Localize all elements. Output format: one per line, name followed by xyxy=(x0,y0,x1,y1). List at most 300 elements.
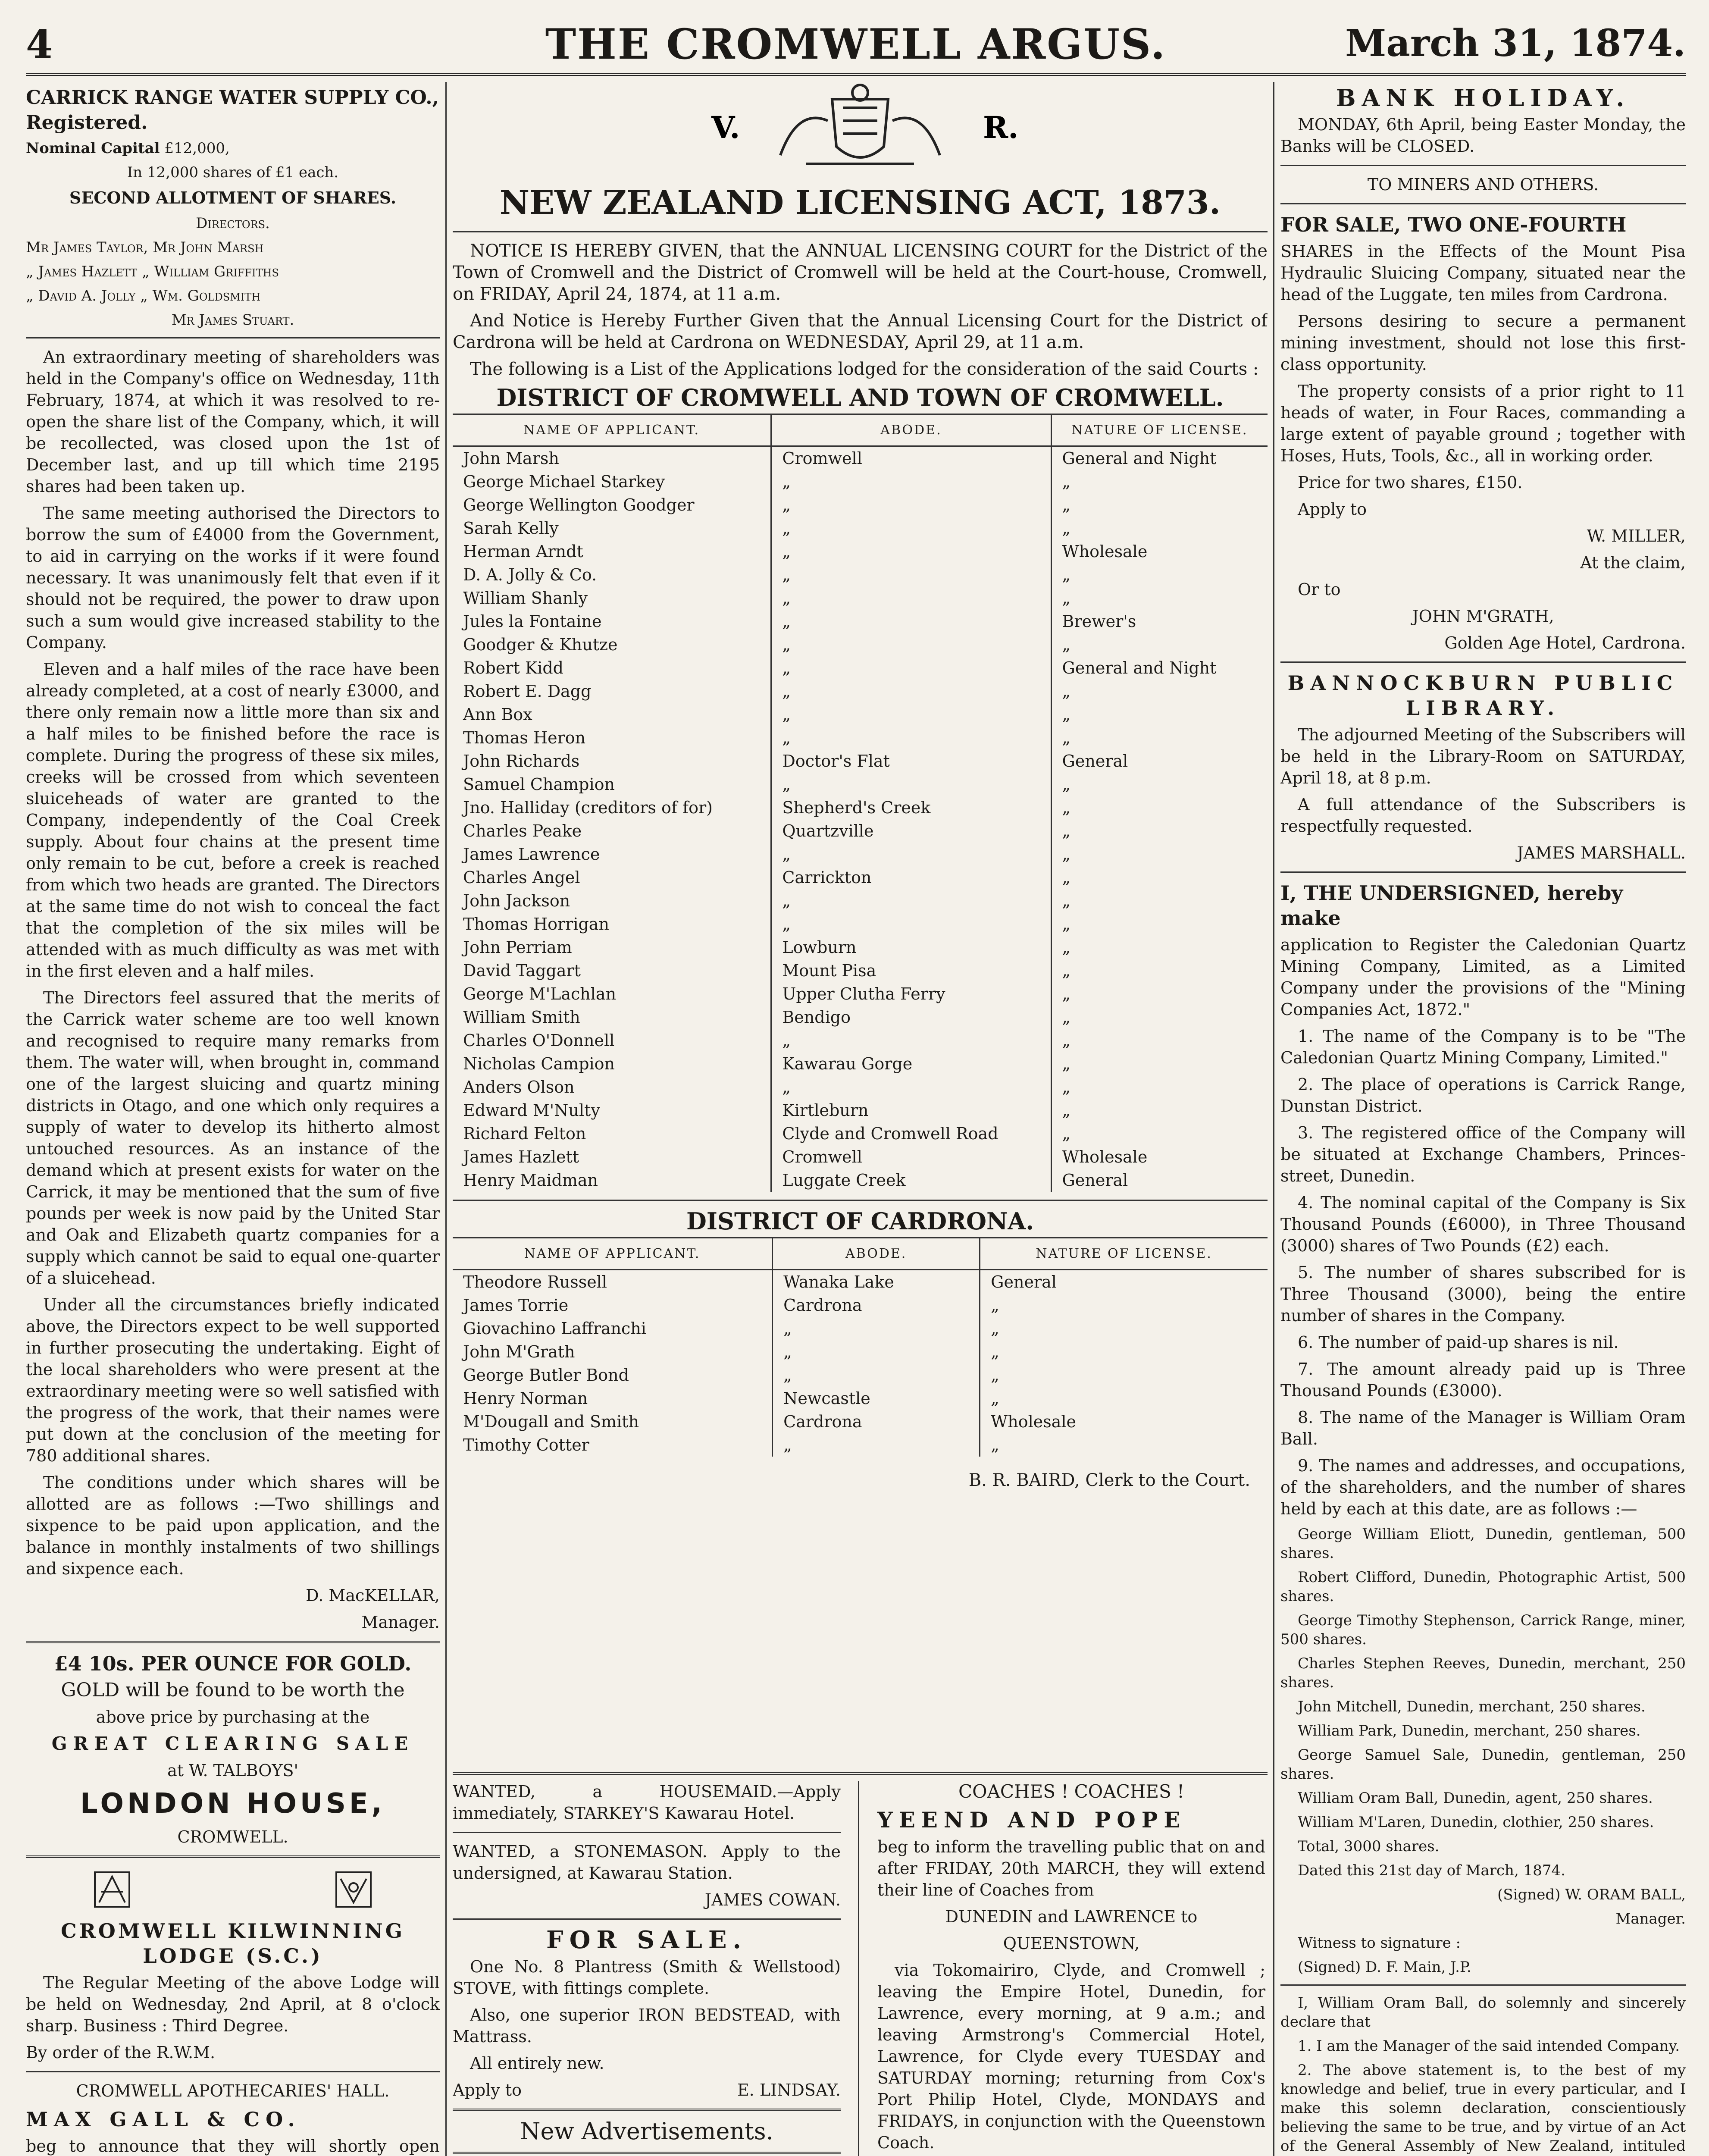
applicant-abode: „ xyxy=(771,493,1051,517)
applicant-name: George Wellington Goodger xyxy=(463,495,695,514)
divider xyxy=(453,1918,841,1920)
applicant-abode: Carrickton xyxy=(771,866,1051,889)
bank-heading: BANK HOLIDAY. xyxy=(1336,84,1631,112)
applicant-name: Robert E. Dagg xyxy=(463,682,592,701)
applicant-abode: „ xyxy=(771,726,1051,749)
table-row xyxy=(453,1169,1268,1192)
carrick-signature: D. MacKELLAR, xyxy=(306,1586,440,1605)
license-type: „ xyxy=(1051,470,1268,493)
applicant-name: James Lawrence xyxy=(463,845,600,864)
shares-line: In 12,000 shares of £1 each. xyxy=(127,164,339,181)
applicant-name: George Michael Starkey xyxy=(463,472,665,491)
applicant-abode: „ xyxy=(773,1363,980,1387)
gold-at: at W. TALBOYS' xyxy=(167,1761,298,1780)
applicant-abode: „ xyxy=(771,633,1051,656)
license-table-cromwell xyxy=(453,414,1268,1192)
applicant-name: David Taggart xyxy=(463,961,581,980)
applicant-name: Henry Maidman xyxy=(463,1171,598,1190)
applicant-abode: Bendigo xyxy=(771,1006,1051,1029)
column-rule xyxy=(1273,82,1274,2156)
license-type: „ xyxy=(1051,1006,1268,1029)
caledonian-signed: (Signed) D. F. Main, J.P. xyxy=(1298,1959,1471,1976)
table-row xyxy=(453,517,1268,540)
page-number: 4 xyxy=(26,22,53,67)
divider xyxy=(26,1641,440,1643)
miners-lead: FOR SALE, TWO ONE-FOURTH xyxy=(1280,213,1627,236)
caledonian-lead: I, THE UNDERSIGNED, hereby make xyxy=(1280,881,1623,930)
lodge-order: By order of the R.W.M. xyxy=(26,2043,216,2062)
applicant-name: Giovachino Laffranchi xyxy=(463,1319,646,1338)
director-line: Mr James Taylor, Mr John Marsh xyxy=(26,239,264,256)
allotment-heading: SECOND ALLOTMENT OF SHARES. xyxy=(69,188,397,207)
table-row xyxy=(453,1052,1268,1075)
caledonian-item: 2. The place of operations is Carrick Range, Dunstan District. xyxy=(1280,1075,1686,1116)
miners-signature: JOHN M'GRATH, xyxy=(1412,607,1554,626)
table-row xyxy=(453,889,1268,912)
table-row xyxy=(453,1317,1268,1340)
caledonian-item: 5. The number of shares subscribed for is Three Thousand (3000), being the entire number of shares in the Company. xyxy=(1280,1263,1686,1325)
miners-ad xyxy=(1280,174,1686,654)
applicant-name: Timothy Cotter xyxy=(463,1435,589,1454)
license-type: General xyxy=(1051,1169,1268,1192)
apothecaries-text: beg to announce that they will shortly open xyxy=(26,2137,440,2156)
apothecaries-lead: MAX GALL & CO. xyxy=(26,2108,301,2131)
license-type: General and Night xyxy=(1051,656,1268,680)
licensing-notice xyxy=(453,82,1268,1775)
applicant-name: George M'Lachlan xyxy=(463,984,617,1003)
license-type: „ xyxy=(1051,563,1268,586)
applicant-name: William Smith xyxy=(463,1008,580,1027)
masthead xyxy=(26,17,1686,76)
crest-left-letter: V. xyxy=(711,110,740,145)
shareholder-line: Robert Clifford, Dunedin, Photographic Artist, 500 shares. xyxy=(1280,1569,1686,1605)
license-type: Wholesale xyxy=(980,1410,1268,1433)
applicant-abode: „ xyxy=(771,843,1051,866)
shareholder-line: William Oram Ball, Dunedin, agent, 250 shares. xyxy=(1298,1789,1653,1807)
gold-line: GOLD will be found to be worth the xyxy=(61,1679,405,1701)
license-type: „ xyxy=(1051,1029,1268,1052)
applicant-abode: „ xyxy=(771,1029,1051,1052)
carrick-paragraph: Under all the circumstances briefly indicated above, the Directors expect to be well supported in further prosecuting the undertaking. Eight of the local shareholders who were present at the extraordinary meeting were so well satisfied with the progress of the work, that their names were put down at the conclusion of the meeting for 780 additional shares. xyxy=(26,1295,440,1465)
bank-ad xyxy=(1280,85,1686,157)
applicant-abode: Cromwell xyxy=(771,1145,1051,1169)
caledonian-item: 8. The name of the Manager is William Oram Ball. xyxy=(1280,1408,1686,1448)
applicant-name: Theodore Russell xyxy=(463,1272,607,1291)
caledonian-item: 7. The amount already paid up is Three Thousand Pounds (£3000). xyxy=(1280,1360,1686,1400)
license-type: „ xyxy=(1051,1099,1268,1122)
table-row xyxy=(453,1433,1268,1457)
carrick-paragraph: The same meeting authorised the Directors to borrow the sum of £4000 from the Government, to aid in carrying on the works if it were found necessary. It was unanimously felt that even if it should not be required, the power to draw upon such a sum would give increased stability to the Company. xyxy=(26,504,440,652)
coaches-text: beg to inform the travelling public that on and after FRIDAY, 20th MARCH, they will extend their line of Coaches from xyxy=(877,1837,1265,1899)
coaches-text: via Tokomairiro, Clyde, and Cromwell ; leaving the Empire Hotel, Dunedin, for Lawrence, every morning, at 9 a.m.; and leaving Armstrong's Commercial Hotel, Lawrence, for Clyde every TUESDAY and SATURDAY morning; returning from Cox's Port Philip Hotel, Clyde, MONDAYS and FRIDAYS, in conjunction with the Queenstown Coach. xyxy=(877,1961,1265,2152)
applicant-abode: Shepherd's Creek xyxy=(771,796,1051,819)
director-line: „ David A. Jolly „ Wm. Goldsmith xyxy=(26,287,261,304)
table-row xyxy=(453,773,1268,796)
table-row xyxy=(453,843,1268,866)
gold-ad xyxy=(26,1651,440,1848)
shareholder-line: William M'Laren, Dunedin, clothier, 250 shares. xyxy=(1298,1814,1654,1831)
applicant-name: Charles Peake xyxy=(463,821,582,840)
miners-or: Or to xyxy=(1298,580,1341,599)
applicant-name: George Butler Bond xyxy=(463,1366,629,1385)
applicant-abode: Luggate Creek xyxy=(771,1169,1051,1192)
masonic-emblems-icon xyxy=(26,1866,440,1913)
lodge-ad xyxy=(26,1866,440,2063)
license-type: „ xyxy=(1051,796,1268,819)
declaration-text: 2. The above statement is, to the best of my knowledge and belief, true in every particular, and I make this solemn declaration, conscientiously believing the same to be true, and by virtue of an Act of the General Assembly of New Zealand, intituled xyxy=(1280,2062,1686,2155)
applicant-name: Goodger & Khutze xyxy=(463,635,618,654)
license-type: „ xyxy=(1051,586,1268,610)
table-row xyxy=(453,633,1268,656)
coaches-heading: COACHES ! COACHES ! xyxy=(958,1781,1184,1802)
applicant-name: Robert Kidd xyxy=(463,658,564,677)
applicant-abode: Newcastle xyxy=(773,1387,980,1410)
license-type: „ xyxy=(1051,912,1268,936)
shareholder-line: John Mitchell, Dunedin, merchant, 250 shares. xyxy=(1298,1698,1646,1715)
applicant-abode: „ xyxy=(773,1340,980,1363)
apothecaries-heading: CROMWELL APOTHECARIES' HALL. xyxy=(76,2081,390,2100)
table-row xyxy=(453,819,1268,843)
col-name: NAME OF APPLICANT. xyxy=(453,414,771,446)
carrick-paragraph: The Directors feel assured that the merits of the Carrick water scheme are too well known and recognised to require many remarks from them. The water will, when brought in, command one of the largest sluicing and quartz mining districts in Otago, and one which only requires a supply of water to develop its hitherto almost untouched resources. As an instance of the demand which at present exists for water on the Carrick, it may be mentioned that the sum of five pounds per week is now paid by the United Star and Oak and Elizabeth quartz companies for a supply which cannot be said to equal one-quarter of a sluicehead. xyxy=(26,988,440,1288)
applicant-name: Nicholas Campion xyxy=(463,1054,615,1073)
applicant-abode: „ xyxy=(771,540,1051,563)
applicant-name: D. A. Jolly & Co. xyxy=(463,565,597,584)
capital-value: £12,000, xyxy=(164,140,230,157)
applicant-name: Jules la Fontaine xyxy=(463,612,602,631)
crest-right-letter: R. xyxy=(983,110,1019,145)
library-text: The adjourned Meeting of the Subscribers will be held in the Library-Room on SATURDAY, April 18, at 8 p.m. xyxy=(1280,725,1686,787)
divider xyxy=(453,2109,841,2111)
divider xyxy=(1280,661,1686,663)
license-type: Wholesale xyxy=(1051,540,1268,563)
forsale-signature: E. LINDSAY. xyxy=(737,2081,841,2100)
divider xyxy=(26,1855,440,1858)
license-type: „ xyxy=(980,1317,1268,1340)
forsale-text: All entirely new. xyxy=(470,2054,604,2073)
column-rule xyxy=(445,82,447,2156)
table-row xyxy=(453,680,1268,703)
london-house: LONDON HOUSE, xyxy=(80,1788,385,1820)
forsale-apply: Apply to xyxy=(453,2081,522,2100)
applicant-abode: „ xyxy=(771,656,1051,680)
carrick-heading: CARRICK RANGE WATER SUPPLY CO., Registered. xyxy=(26,87,439,134)
column-left xyxy=(26,82,440,2156)
forsale-text: One No. 8 Plantress (Smith & Wellstood) STOVE, with fittings complete. xyxy=(453,1957,841,1998)
apothecaries-ad xyxy=(26,2080,440,2156)
licensing-notice-text: NOTICE IS HEREBY GIVEN, that the ANNUAL LICENSING COURT for the District of the Town of Cromwell and the District of Cromwell will be held at the Court-house, Cromwell, on FRIDAY, April 24, 1874, at 11 a.m. xyxy=(453,241,1268,304)
applicant-name: John Richards xyxy=(463,752,580,771)
gold-sale: GREAT CLEARING SALE xyxy=(51,1733,414,1754)
applicant-abode: „ xyxy=(771,610,1051,633)
caledonian-item: 4. The nominal capital of the Company is Six Thousand Pounds (£6000), in Three Thousand (3000) shares of Two Pounds (£2) each. xyxy=(1280,1193,1686,1255)
license-type: „ xyxy=(1051,633,1268,656)
table-row xyxy=(453,1340,1268,1363)
applicant-name: John Perriam xyxy=(463,938,572,957)
caledonian-manager: Manager. xyxy=(1615,1910,1686,1927)
applicant-abode: „ xyxy=(771,912,1051,936)
library-text: A full attendance of the Subscribers is respectfully requested. xyxy=(1280,795,1686,836)
caledonian-total: Total, 3000 shares. xyxy=(1298,1838,1440,1855)
col-license: NATURE OF LICENSE. xyxy=(980,1238,1268,1270)
library-signature: JAMES MARSHALL. xyxy=(1517,843,1686,862)
applicant-name: Thomas Heron xyxy=(463,728,586,747)
license-type: „ xyxy=(1051,517,1268,540)
applicant-name: Thomas Horrigan xyxy=(463,915,609,934)
caledonian-ad xyxy=(1280,881,1686,2156)
applicant-abode: „ xyxy=(771,680,1051,703)
license-type: „ xyxy=(980,1294,1268,1317)
table-row xyxy=(453,1294,1268,1317)
applicant-abode: Kirtleburn xyxy=(771,1099,1051,1122)
clerk-signature: B. R. BAIRD, Clerk to the Court. xyxy=(968,1470,1250,1490)
applicant-name: James Hazlett xyxy=(463,1147,579,1166)
lodge-text: The Regular Meeting of the above Lodge will be held on Wednesday, 2nd April, at 8 o'clock sharp. Business : Third Degree. xyxy=(26,1973,440,2035)
license-type: „ xyxy=(980,1363,1268,1387)
miners-signature: W. MILLER, xyxy=(1587,526,1686,545)
new-advertisements-heading: New Advertisements. xyxy=(520,2118,773,2145)
table-row xyxy=(453,982,1268,1006)
middle-sub-right xyxy=(877,1781,1265,2156)
miners-heading: TO MINERS AND OTHERS. xyxy=(1367,175,1599,194)
applicant-name: M'Dougall and Smith xyxy=(463,1412,639,1431)
col-abode: ABODE. xyxy=(773,1238,980,1270)
license-type: „ xyxy=(980,1433,1268,1457)
shareholder-line: George Samuel Sale, Dunedin, gentleman, 250 shares. xyxy=(1280,1746,1686,1783)
license-type: „ xyxy=(1051,843,1268,866)
table-row xyxy=(453,1270,1268,1294)
applicant-name: Ann Box xyxy=(463,705,532,724)
divider xyxy=(1280,165,1686,166)
licensing-notice-text: And Notice is Hereby Further Given that the Annual Licensing Court for the District of Cardrona will be held at Cardrona on WEDNESDAY, April 29, at 11 a.m. xyxy=(453,311,1268,352)
applicant-abode: Lowburn xyxy=(771,936,1051,959)
gold-heading: £4 10s. PER OUNCE FOR GOLD. xyxy=(54,1652,412,1675)
applicant-name: Anders Olson xyxy=(463,1078,575,1097)
license-type: General xyxy=(980,1270,1268,1294)
applicant-name: William Shanly xyxy=(463,589,588,608)
col-name: NAME OF APPLICANT. xyxy=(453,1238,773,1270)
forsale-text: Also, one superior IRON BEDSTEAD, with Mattrass. xyxy=(453,2006,841,2046)
col-abode: ABODE. xyxy=(771,414,1051,446)
applicant-abode: Cardrona xyxy=(773,1410,980,1433)
caledonian-intro: application to Register the Caledonian Quartz Mining Company, Limited, as a Limited Company under the provisions of the "Mining Companies Act, 1872." xyxy=(1280,935,1686,1019)
applicant-abode: Clyde and Cromwell Road xyxy=(771,1122,1051,1145)
applicant-abode: „ xyxy=(771,563,1051,586)
coaches-route: QUEENSTOWN, xyxy=(1003,1934,1140,1953)
applicant-name: Richard Felton xyxy=(463,1124,586,1143)
miners-signature: At the claim, xyxy=(1580,553,1686,572)
table-row xyxy=(453,1387,1268,1410)
divider xyxy=(1280,1984,1686,1986)
license-type: „ xyxy=(1051,982,1268,1006)
gold-town: CROMWELL. xyxy=(177,1827,288,1846)
applicant-abode: Kawarau Gorge xyxy=(771,1052,1051,1075)
carrick-paragraph: The conditions under which shares will be allotted are as follows :—Two shillings and sixpence to be paid upon application, and the balance in monthly instalments of two shillings and sixpence each. xyxy=(26,1473,440,1578)
table-row xyxy=(453,470,1268,493)
applicant-name: Samuel Champion xyxy=(463,775,615,794)
district-heading: DISTRICT OF CARDRONA. xyxy=(686,1207,1034,1235)
newspaper-title: THE CROMWELL ARGUS. xyxy=(545,20,1167,69)
table-row xyxy=(453,586,1268,610)
license-type: „ xyxy=(1051,959,1268,982)
license-type: „ xyxy=(1051,936,1268,959)
director-line: Mr James Stuart. xyxy=(171,311,294,329)
miners-price: Price for two shares, £150. xyxy=(1298,473,1523,492)
caledonian-item: 1. The name of the Company is to be "The Caledonian Quartz Mining Company, Limited." xyxy=(1280,1027,1686,1067)
table-row xyxy=(453,703,1268,726)
shareholder-line: William Park, Dunedin, merchant, 250 shares. xyxy=(1298,1722,1641,1739)
license-type: „ xyxy=(1051,866,1268,889)
shareholder-line: Charles Stephen Reeves, Dunedin, merchant, 250 shares. xyxy=(1280,1655,1686,1691)
divider xyxy=(453,1832,841,1833)
housemaid-ad: WANTED, a HOUSEMAID.—Apply immediately, STARKEY'S Kawarau Hotel. xyxy=(453,1782,841,1823)
caledonian-signed: (Signed) W. ORAM BALL, xyxy=(1497,1886,1686,1903)
gold-line: above price by purchasing at the xyxy=(96,1708,370,1727)
coaches-lead: YEEND AND POPE xyxy=(877,1807,1186,1833)
caledonian-item: 3. The registered office of the Company will be situated at Exchange Chambers, Princes-street, Dunedin. xyxy=(1280,1123,1686,1185)
license-type: „ xyxy=(1051,889,1268,912)
table-row xyxy=(453,1145,1268,1169)
applicant-abode: Cardrona xyxy=(773,1294,980,1317)
col-license: NATURE OF LICENSE. xyxy=(1051,414,1268,446)
table-row xyxy=(453,563,1268,586)
divider xyxy=(453,231,1268,232)
applicant-name: Charles O'Donnell xyxy=(463,1031,615,1050)
shareholder-line: George Timothy Stephenson, Carrick Range, miner, 500 shares. xyxy=(1280,1612,1686,1648)
column-rule xyxy=(858,1781,859,2156)
applicant-abode: „ xyxy=(771,586,1051,610)
table-row xyxy=(453,540,1268,563)
applicant-abode: Doctor's Flat xyxy=(771,749,1051,773)
license-table-cardrona xyxy=(453,1237,1268,1457)
applicant-abode: „ xyxy=(773,1317,980,1340)
licensing-heading: NEW ZEALAND LICENSING ACT, 1873. xyxy=(499,183,1221,222)
license-type: „ xyxy=(1051,1075,1268,1099)
lodge-heading: CROMWELL KILWINNING LODGE (S.C.) xyxy=(60,1919,405,1968)
applicant-name: Henry Norman xyxy=(463,1389,588,1408)
applicant-name: Edward M'Nulty xyxy=(463,1101,600,1120)
coaches-route: DUNEDIN and LAWRENCE to xyxy=(945,1907,1198,1926)
applicant-abode: „ xyxy=(771,889,1051,912)
library-ad xyxy=(1280,671,1686,864)
applicant-abode: Mount Pisa xyxy=(771,959,1051,982)
license-type: Wholesale xyxy=(1051,1145,1268,1169)
miners-apply: Apply to xyxy=(1298,500,1367,519)
licensing-notice-text: The following is a List of the Applications lodged for the consideration of the said Courts : xyxy=(470,359,1259,379)
column-middle xyxy=(453,82,1268,2156)
table-row xyxy=(453,1363,1268,1387)
carrick-paragraph: An extraordinary meeting of shareholders was held in the Company's office on Wednesday, 11th February, 1874, at which it was resolved to re-open the share list of the Company, which, it will be recollected, was closed upon the 1st of December last, and up till which time 2195 shares had been taken up. xyxy=(26,348,440,496)
table-row xyxy=(453,1099,1268,1122)
library-heading: BANNOCKBURN PUBLIC LIBRARY. xyxy=(1287,671,1679,720)
applicant-abode: Quartzville xyxy=(771,819,1051,843)
license-type: General xyxy=(1051,749,1268,773)
applicant-abode: „ xyxy=(771,773,1051,796)
table-row xyxy=(453,493,1268,517)
table-row xyxy=(453,1122,1268,1145)
applicant-name: Charles Angel xyxy=(463,868,580,887)
applicant-abode: „ xyxy=(771,470,1051,493)
applicant-name: John Marsh xyxy=(463,449,559,468)
license-type: „ xyxy=(980,1387,1268,1410)
director-line: „ James Hazlett „ William Griffiths xyxy=(26,263,279,280)
declaration-text: 1. I am the Manager of the said intended Company. xyxy=(1298,2037,1680,2055)
license-type: „ xyxy=(1051,819,1268,843)
table-row xyxy=(453,1029,1268,1052)
shareholder-line: George William Eliott, Dunedin, gentleman, 500 shares. xyxy=(1280,1526,1686,1562)
applicant-name: Sarah Kelly xyxy=(463,519,559,538)
license-type: „ xyxy=(1051,703,1268,726)
table-row xyxy=(453,656,1268,680)
caledonian-item: 6. The number of paid-up shares is nil. xyxy=(1298,1333,1619,1352)
middle-sub-left xyxy=(453,1781,841,2156)
applicant-abode: „ xyxy=(771,517,1051,540)
table-row xyxy=(453,959,1268,982)
carrick-paragraph: Eleven and a half miles of the race have been already completed, at a cost of nearly £3000, and there only remain now a little more than six and a half miles to be finished before the race is complete. During the progress of these six miles, creeks will be crossed from which seventeen sluiceheads of water are granted to the Company, independently of the Coal Creek supply. About four chains at the present time only remain to be cut, before a creek is reached from which two heads are granted. The Directors at the same time do not wish to conceal the fact that the completion of the six miles will be attended with as much difficulty as was met with in the first eleven and a half miles. xyxy=(26,660,440,981)
license-type: „ xyxy=(1051,726,1268,749)
divider xyxy=(26,337,440,338)
table-row xyxy=(453,866,1268,889)
table-row xyxy=(453,446,1268,470)
miners-signature: Golden Age Hotel, Cardrona. xyxy=(1444,633,1686,652)
applicant-name: Jno. Halliday (creditors of for) xyxy=(463,798,713,817)
license-type: Brewer's xyxy=(1051,610,1268,633)
table-row xyxy=(453,610,1268,633)
stonemason-ad: WANTED, a STONEMASON. Apply to the undersigned, at Kawarau Station. xyxy=(453,1842,841,1883)
table-row xyxy=(453,796,1268,819)
license-type: „ xyxy=(1051,493,1268,517)
issue-date: March 31, 1874. xyxy=(1345,22,1686,65)
applicant-abode: Upper Clutha Ferry xyxy=(771,982,1051,1006)
caledonian-item: 9. The names and addresses, and occupations, of the shareholders, and the number of shares held by each at this date, are as follows :— xyxy=(1280,1456,1686,1518)
caledonian-witness: Witness to signature : xyxy=(1298,1934,1461,1952)
license-type: „ xyxy=(980,1340,1268,1363)
caledonian-dated: Dated this 21st day of March, 1874. xyxy=(1298,1862,1565,1879)
license-type: General and Night xyxy=(1051,446,1268,470)
table-row xyxy=(453,1075,1268,1099)
license-type: „ xyxy=(1051,1052,1268,1075)
applicant-name: John Jackson xyxy=(463,891,570,910)
table-row xyxy=(453,1410,1268,1433)
applicant-name: Herman Arndt xyxy=(463,542,583,561)
carrick-role: Manager. xyxy=(361,1613,440,1632)
district-heading: DISTRICT OF CROMWELL AND TOWN OF CROMWELL. xyxy=(496,384,1224,411)
miners-text: Persons desiring to secure a permanent mining investment, should not lose this first-class opportunity. xyxy=(1280,312,1686,374)
miners-text: The property consists of a prior right to 11 heads of water, in Four Races, commanding a large extent of payable ground ; together with Hoses, Huts, Tools, &c., all in working order. xyxy=(1280,382,1686,465)
bank-text: MONDAY, 6th April, being Easter Monday, the Banks will be CLOSED. xyxy=(1280,115,1686,156)
table-row xyxy=(453,726,1268,749)
table-row xyxy=(453,912,1268,936)
table-row xyxy=(453,749,1268,773)
carrick-ad xyxy=(26,85,440,1633)
applicant-abode: Cromwell xyxy=(771,446,1051,470)
license-type: „ xyxy=(1051,773,1268,796)
license-type: „ xyxy=(1051,1122,1268,1145)
royal-coat-of-arms-icon xyxy=(453,82,1268,177)
applicant-abode: „ xyxy=(773,1433,980,1457)
applicant-abode: „ xyxy=(771,1075,1051,1099)
column-right xyxy=(1280,82,1686,2156)
directors-label: Directors. xyxy=(196,215,270,232)
declaration-text: I, William Oram Ball, do solemnly and sincerely declare that xyxy=(1280,1994,1686,2031)
stonemason-signature: JAMES COWAN. xyxy=(704,1890,841,1909)
applicant-name: James Torrie xyxy=(463,1296,569,1315)
divider xyxy=(453,2152,841,2154)
applicant-abode: Wanaka Lake xyxy=(773,1270,980,1294)
license-type: „ xyxy=(1051,680,1268,703)
miners-text: SHARES in the Effects of the Mount Pisa Hydraulic Sluicing Company, situated near the head of the Luggate, ten miles from Cardrona. xyxy=(1280,242,1686,304)
table-row xyxy=(453,1006,1268,1029)
